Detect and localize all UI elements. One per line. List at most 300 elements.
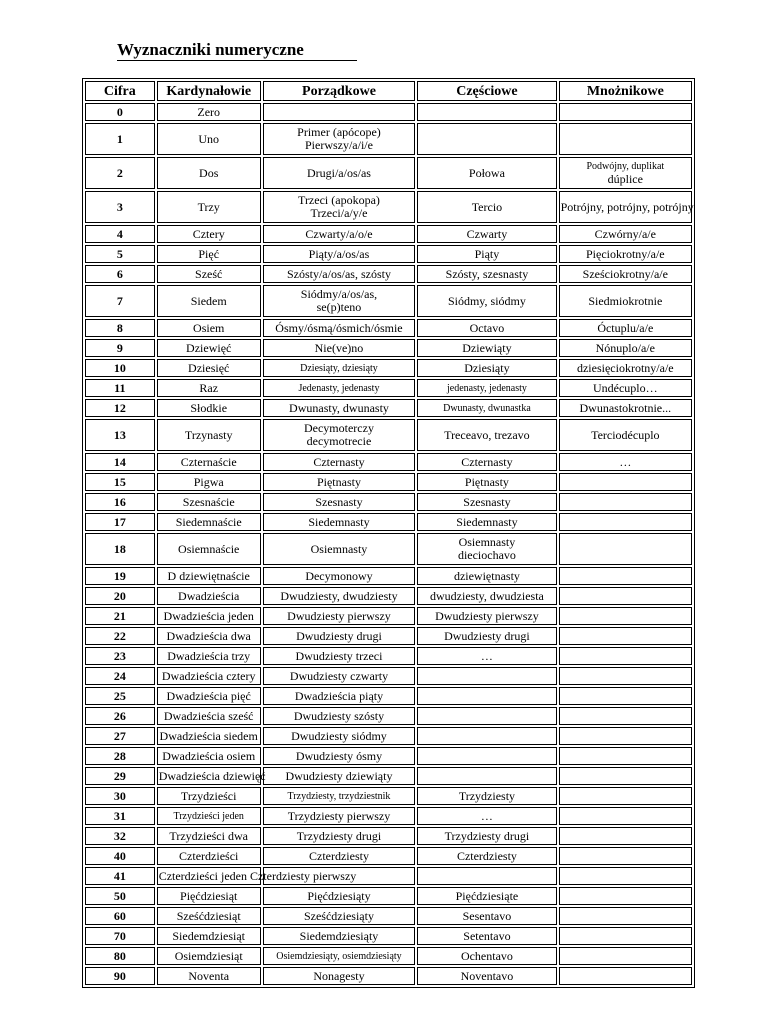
cell-cardinal — [157, 285, 261, 317]
cell-line: 25 — [113, 688, 126, 703]
cell-fractional — [417, 607, 556, 625]
cell-digit — [85, 687, 155, 705]
cell-digit — [85, 607, 155, 625]
cell-line: Uno — [198, 131, 220, 146]
cell-ordinal — [263, 103, 416, 121]
cell-line: 24 — [113, 668, 126, 683]
cell-multiplicative — [559, 419, 692, 451]
column-header-ordinal: Porządkowe — [263, 81, 416, 101]
cell-multiplicative — [559, 225, 692, 243]
cell-ordinal — [263, 747, 416, 765]
cell-line: Piąty — [474, 246, 500, 261]
cell-line: Cztery — [192, 226, 225, 241]
cell-fractional — [417, 587, 556, 605]
cell-fractional — [417, 359, 556, 377]
cell-line: Ochentavo — [460, 948, 513, 963]
cell-multiplicative — [559, 767, 692, 785]
cell-line: 13 — [113, 427, 126, 442]
cell-line: 18 — [113, 541, 126, 556]
cell-line: Decymoterczy — [303, 421, 374, 435]
cell-line: Dwadzieścia siedem — [159, 728, 258, 743]
cell-digit — [85, 887, 155, 905]
cell-digit — [85, 747, 155, 765]
cell-line: Tercio — [471, 199, 503, 214]
cell-line: Osiemnaście — [178, 541, 240, 556]
cell-ordinal — [263, 245, 416, 263]
cell-digit — [85, 947, 155, 965]
cell-line: Undécuplo… — [592, 380, 658, 395]
cell-cardinal — [157, 687, 261, 705]
cell-multiplicative — [559, 607, 692, 625]
cell-line: Sześćdziesiąt — [176, 908, 241, 923]
cell-fractional — [417, 807, 556, 825]
cell-line: Drugi/a/os/as — [306, 165, 371, 180]
cell-fractional — [417, 867, 556, 885]
cell-line: 20 — [113, 588, 126, 603]
cell-multiplicative — [559, 647, 692, 665]
cell-line: Dziesiąty, dziesiąty — [300, 362, 378, 374]
cell-cardinal — [157, 727, 261, 745]
cell-digit — [85, 867, 155, 885]
cell-line: Trzydziesty drugi — [296, 828, 382, 843]
cell-multiplicative — [559, 787, 692, 805]
cell-multiplicative — [559, 747, 692, 765]
cell-digit — [85, 225, 155, 243]
cell-fractional — [417, 787, 556, 805]
cell-digit — [85, 787, 155, 805]
cell-line: Dos — [199, 165, 219, 180]
cell-digit — [85, 807, 155, 825]
cell-digit — [85, 359, 155, 377]
cell-digit — [85, 453, 155, 471]
cell-line: Ósmy/ósmą/ósmich/ósmie — [275, 320, 403, 335]
cell-multiplicative — [559, 927, 692, 945]
cell-line: Osiemdziesiąty, osiemdziesiąty — [276, 950, 402, 962]
cell-line: 28 — [113, 748, 126, 763]
cell-ordinal — [263, 191, 416, 223]
cell-ordinal — [263, 767, 416, 785]
cell-line: Sesentavo — [462, 908, 512, 923]
cell-fractional — [417, 419, 556, 451]
table-row — [85, 607, 692, 625]
cell-line: Piętnasty — [464, 474, 509, 489]
cell-line: Dwudziesty pierwszy — [287, 608, 391, 623]
table-row — [85, 647, 692, 665]
cell-multiplicative — [559, 245, 692, 263]
cell-fractional — [417, 707, 556, 725]
table-row — [85, 225, 692, 243]
cell-ordinal — [263, 787, 416, 805]
cell-fractional — [417, 627, 556, 645]
cell-line: Trzeci/a/y/e — [310, 206, 368, 220]
cell-line: Osiemnasty — [310, 541, 368, 556]
cell-multiplicative — [559, 493, 692, 511]
cell-multiplicative — [559, 399, 692, 417]
cell-fractional — [417, 827, 556, 845]
cell-line: Czternasty — [313, 454, 365, 469]
cell-line: Trzeci (apokopa) — [298, 193, 380, 207]
table-row — [85, 533, 692, 565]
cell-ordinal — [263, 727, 416, 745]
column-header-cardinal: Kardynałowie — [157, 81, 261, 101]
cell-fractional — [417, 157, 556, 189]
cell-multiplicative — [559, 867, 692, 885]
cell-line: Pięciokrotny/a/e — [585, 246, 665, 261]
cell-line: Pięćdziesiąte — [455, 888, 519, 903]
cell-line: … — [480, 648, 493, 663]
cell-line: Dwadzieścia osiem — [162, 748, 256, 763]
cell-multiplicative — [559, 453, 692, 471]
cell-line: Dwudziesty drugi — [444, 628, 530, 643]
cell-line: dziewiętnasty — [453, 568, 520, 583]
table-row — [85, 807, 692, 825]
cell-line: Siedemnasty — [308, 514, 370, 529]
cell-line: Czterdzieści — [179, 848, 239, 863]
cell-line: 14 — [113, 454, 126, 469]
cell-fractional — [417, 533, 556, 565]
cell-cardinal — [157, 627, 261, 645]
cell-ordinal — [263, 533, 416, 565]
cell-cardinal — [157, 707, 261, 725]
cell-line: Szesnasty — [463, 494, 511, 509]
cell-line: Noventavo — [460, 968, 514, 983]
cell-line: Sześćdziesiąty — [303, 908, 374, 923]
cell-line: 6 — [116, 266, 123, 281]
cell-digit — [85, 647, 155, 665]
cell-cardinal — [157, 359, 261, 377]
cell-ordinal — [263, 265, 416, 283]
cell-line: Trzydzieści — [180, 788, 237, 803]
cell-ordinal — [263, 513, 416, 531]
cell-fractional — [417, 513, 556, 531]
cell-line: Setentavo — [463, 928, 511, 943]
cell-line: Szósty, szesnasty — [445, 266, 529, 281]
cell-multiplicative — [559, 473, 692, 491]
cell-line: Pięćdziesiąty — [307, 888, 371, 903]
cell-cardinal — [157, 339, 261, 357]
cell-cardinal — [157, 867, 357, 885]
cell-line: Dwunastokrotnie... — [579, 400, 672, 415]
cell-cardinal — [157, 245, 261, 263]
cell-line: 40 — [113, 848, 126, 863]
cell-line: Siedemnasty — [456, 514, 518, 529]
cell-cardinal — [157, 967, 261, 985]
cell-ordinal — [263, 667, 416, 685]
cell-cardinal — [157, 319, 261, 337]
cell-cardinal — [157, 787, 261, 805]
cell-line: 17 — [113, 514, 126, 529]
table-row — [85, 667, 692, 685]
cell-line: Dwadzieścia jeden — [163, 608, 254, 623]
table-row — [85, 767, 692, 785]
cell-ordinal — [263, 827, 416, 845]
cell-cardinal — [157, 567, 261, 585]
cell-line: dwudziesty, dwudziesta — [430, 588, 544, 603]
table-row — [85, 567, 692, 585]
table-row — [85, 191, 692, 223]
cell-digit — [85, 419, 155, 451]
cell-cardinal — [157, 379, 261, 397]
cell-cardinal — [157, 103, 261, 121]
cell-fractional — [417, 453, 556, 471]
cell-line: Zero — [197, 104, 221, 119]
cell-ordinal — [263, 319, 416, 337]
cell-line: Trzy — [197, 199, 220, 214]
cell-multiplicative — [559, 807, 692, 825]
cell-cardinal — [157, 513, 261, 531]
cell-ordinal — [263, 707, 416, 725]
cell-line: 1 — [116, 131, 123, 146]
cell-line: Dwadzieścia cztery — [161, 668, 256, 683]
table-row — [85, 399, 692, 417]
cell-ordinal — [263, 807, 416, 825]
cell-line: Szesnasty — [315, 494, 363, 509]
cell-fractional — [417, 887, 556, 905]
cell-line: Dwudziesty czwarty — [289, 668, 389, 683]
cell-cardinal — [157, 607, 261, 625]
cell-ordinal — [263, 285, 416, 317]
cell-fractional — [417, 907, 556, 925]
table-row — [85, 847, 692, 865]
cell-line: Czternasty — [461, 454, 513, 469]
cell-line: D dziewiętnaście — [167, 568, 250, 583]
cell-line: Dwudziesty ósmy — [295, 748, 383, 763]
cell-line: 90 — [113, 968, 126, 983]
cell-ordinal — [263, 157, 416, 189]
cell-digit — [85, 767, 155, 785]
cell-line: Noventa — [188, 968, 230, 983]
cell-line: 26 — [113, 708, 126, 723]
cell-line: Dwadzieścia sześć — [163, 708, 254, 723]
table-row — [85, 927, 692, 945]
cell-line: Dwudziesty, dwudziesty — [280, 588, 398, 603]
table-row — [85, 473, 692, 491]
cell-cardinal — [157, 419, 261, 451]
cell-cardinal — [157, 887, 261, 905]
table-row — [85, 727, 692, 745]
cell-line: Óctuplu/a/e — [597, 320, 654, 335]
cell-line: Osiem — [193, 320, 225, 335]
cell-line: Siódmy/a/os/as, — [300, 287, 378, 301]
cell-line: Raz — [199, 380, 219, 395]
cell-digit — [85, 191, 155, 223]
cell-digit — [85, 847, 155, 865]
cell-cardinal — [157, 807, 261, 825]
cell-line: Octavo — [469, 320, 505, 335]
cell-cardinal — [157, 157, 261, 189]
cell-line: 41 — [113, 868, 126, 883]
cell-line: Czwarty — [466, 226, 508, 241]
table-row — [85, 967, 692, 985]
cell-multiplicative — [559, 847, 692, 865]
cell-fractional — [417, 667, 556, 685]
cell-ordinal — [263, 123, 416, 155]
cell-line: 23 — [113, 648, 126, 663]
cell-multiplicative — [559, 319, 692, 337]
cell-ordinal — [263, 887, 416, 905]
column-header-fractional: Częściowe — [417, 81, 556, 101]
cell-cardinal — [157, 647, 261, 665]
cell-ordinal — [263, 419, 416, 451]
table-row — [85, 339, 692, 357]
table-row — [85, 887, 692, 905]
cell-digit — [85, 927, 155, 945]
cell-line: Podwójny, duplikat — [586, 161, 665, 172]
cell-ordinal — [263, 627, 416, 645]
cell-cardinal — [157, 827, 261, 845]
table-row — [85, 319, 692, 337]
cell-ordinal — [263, 947, 416, 965]
cell-line: 21 — [113, 608, 126, 623]
cell-line: Siedmiokrotnie — [588, 293, 663, 308]
table-row — [85, 627, 692, 645]
cell-line: 32 — [113, 828, 126, 843]
cell-cardinal — [157, 225, 261, 243]
cell-multiplicative — [559, 627, 692, 645]
document-title: Wyznaczniki numeryczne — [117, 41, 357, 61]
cell-line: Trzydziesty pierwszy — [287, 808, 391, 823]
table-row — [85, 245, 692, 263]
table-row — [85, 747, 692, 765]
cell-line: Czterdzieści jeden Czterdziesty pierwszy — [158, 868, 357, 883]
cell-digit — [85, 103, 155, 121]
cell-multiplicative — [559, 967, 692, 985]
table-row — [85, 359, 692, 377]
cell-line: Nónuplo/a/e — [595, 340, 655, 355]
table-row — [85, 687, 692, 705]
cell-cardinal — [157, 667, 261, 685]
cell-cardinal — [157, 191, 261, 223]
cell-line: Siedemdziesiąt — [172, 928, 246, 943]
cell-multiplicative — [559, 339, 692, 357]
cell-line: 19 — [113, 568, 126, 583]
cell-line: Dwunasty, dwunastka — [443, 402, 531, 414]
table-row — [85, 103, 692, 121]
cell-line: Decymonowy — [305, 568, 373, 583]
cell-ordinal — [263, 339, 416, 357]
cell-line: Dwudziesty drugi — [296, 628, 382, 643]
cell-line: Sześciokrotny/a/e — [582, 266, 668, 281]
cell-multiplicative — [559, 727, 692, 745]
cell-line: Siedemnaście — [175, 514, 242, 529]
cell-fractional — [417, 727, 556, 745]
cell-fractional — [417, 847, 556, 865]
cell-digit — [85, 339, 155, 357]
cell-line: Trzydziesty — [458, 788, 516, 803]
cell-cardinal — [157, 847, 261, 865]
cell-line: 70 — [113, 928, 126, 943]
table-header-row — [85, 81, 692, 101]
cell-fractional — [417, 687, 556, 705]
table-row — [85, 265, 692, 283]
cell-ordinal — [263, 473, 416, 491]
cell-fractional — [417, 493, 556, 511]
cell-multiplicative — [559, 103, 692, 121]
cell-digit — [85, 265, 155, 283]
cell-digit — [85, 827, 155, 845]
cell-multiplicative — [559, 123, 692, 155]
cell-multiplicative — [559, 827, 692, 845]
cell-fractional — [417, 767, 556, 785]
cell-line: Piętnasty — [316, 474, 361, 489]
cell-digit — [85, 157, 155, 189]
cell-digit — [85, 967, 155, 985]
cell-fractional — [417, 245, 556, 263]
cell-fractional — [417, 967, 556, 985]
table-row — [85, 285, 692, 317]
cell-line: Dwudziesty pierwszy — [435, 608, 539, 623]
cell-multiplicative — [559, 687, 692, 705]
cell-digit — [85, 473, 155, 491]
table-row — [85, 379, 692, 397]
cell-digit — [85, 627, 155, 645]
cell-cardinal — [157, 533, 261, 565]
cell-line: 15 — [113, 474, 126, 489]
cell-line: Szesnaście — [182, 494, 235, 509]
table-row — [85, 453, 692, 471]
cell-digit — [85, 567, 155, 585]
cell-cardinal — [157, 399, 261, 417]
cell-multiplicative — [559, 533, 692, 565]
cell-line: 50 — [113, 888, 126, 903]
cell-fractional — [417, 191, 556, 223]
column-header-multiplicative: Mnożnikowe — [559, 81, 692, 101]
cell-line: decymotrecie — [306, 434, 372, 448]
cell-line: 4 — [116, 226, 123, 241]
table-row — [85, 513, 692, 531]
cell-line: Czternaście — [180, 454, 237, 469]
cell-ordinal — [263, 687, 416, 705]
cell-line: Szósty/a/os/as, szósty — [286, 266, 391, 281]
cell-line: 10 — [113, 360, 126, 375]
cell-multiplicative — [559, 157, 692, 189]
cell-line: Dwadzieścia piąty — [294, 688, 384, 703]
cell-ordinal — [263, 907, 416, 925]
cell-ordinal — [263, 567, 416, 585]
table-body — [85, 103, 692, 985]
cell-line: Pigwa — [193, 474, 224, 489]
table-row — [85, 157, 692, 189]
cell-line: Trzydziesty, trzydziestnik — [287, 790, 391, 802]
cell-line: 0 — [116, 104, 123, 119]
cell-ordinal — [263, 225, 416, 243]
cell-line: 80 — [113, 948, 126, 963]
cell-ordinal — [263, 359, 416, 377]
cell-cardinal — [157, 907, 261, 925]
cell-multiplicative — [559, 379, 692, 397]
cell-line: Pięćdziesiąt — [180, 888, 238, 903]
cell-line: Czwórny/a/e — [594, 226, 656, 241]
cell-line: 7 — [116, 293, 123, 308]
cell-fractional — [417, 747, 556, 765]
table-row — [85, 419, 692, 451]
cell-line: dúplice — [607, 172, 643, 186]
cell-line: Osiemdziesiąt — [174, 948, 243, 963]
cell-cardinal — [157, 265, 261, 283]
cell-line: Dwadzieścia — [178, 588, 240, 603]
cell-cardinal — [157, 493, 261, 511]
cell-cardinal — [157, 587, 261, 605]
cell-line: Połowa — [468, 165, 505, 180]
cell-ordinal — [263, 399, 416, 417]
cell-line: Czterdziesty — [456, 848, 517, 863]
cell-digit — [85, 667, 155, 685]
cell-fractional — [417, 285, 556, 317]
cell-line: Trzydzieści dwa — [169, 828, 248, 843]
cell-ordinal — [263, 607, 416, 625]
column-header-digit: Cifra — [85, 81, 155, 101]
cell-digit — [85, 907, 155, 925]
